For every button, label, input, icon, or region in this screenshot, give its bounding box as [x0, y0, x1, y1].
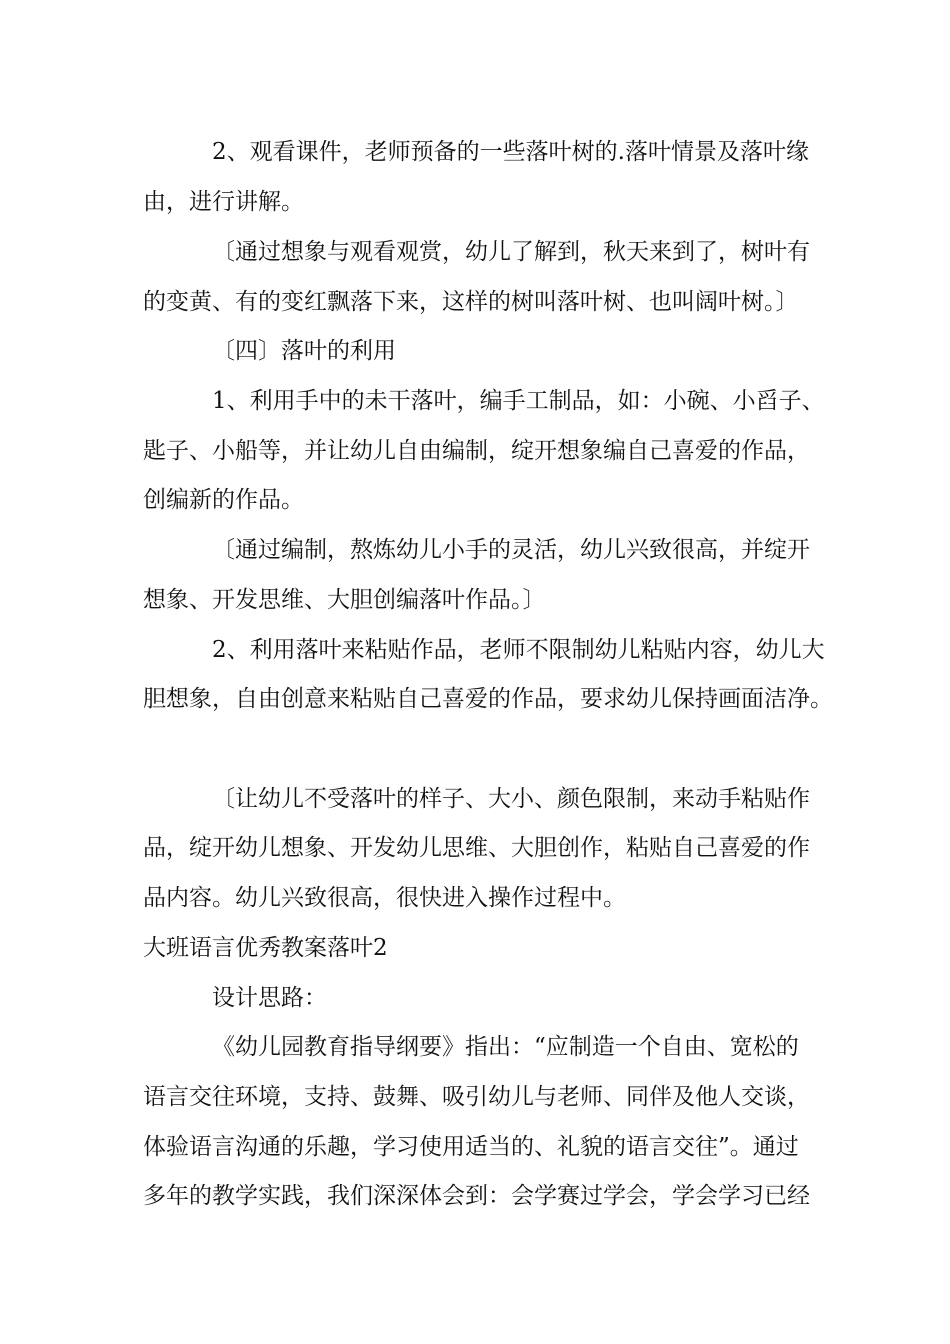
- section-heading: 〔四〕落叶的利用: [212, 338, 396, 364]
- paragraph-line: 2、观看课件，老师预备的一些落叶树的.落叶情景及落叶缘: [212, 139, 809, 165]
- paragraph-line: 〔通过编制，熬炼幼儿小手的灵活，幼儿兴致很高，并绽开: [212, 537, 810, 563]
- paragraph-line: 语言交往环境，支持、鼓舞、吸引幼儿与老师、同伴及他人交谈，: [143, 1084, 810, 1110]
- paragraph-line: 〔通过想象与观看观赏，幼儿了解到，秋天来到了，树叶有: [212, 239, 810, 265]
- paragraph-line: 2、利用落叶来粘贴作品，老师不限制幼儿粘贴内容，幼儿大: [212, 637, 825, 663]
- paragraph-line: 胆想象，自由创意来粘贴自己喜爱的作品，要求幼儿保持画面洁净。: [143, 686, 833, 712]
- paragraph-line: 想象、开发思维、大胆创编落叶作品。〕: [143, 587, 546, 613]
- paragraph-line: 由，进行讲解。: [143, 189, 304, 215]
- paragraph-line: 《幼儿园教育指导纲要》指出：“应制造一个自由、宽松的: [212, 1034, 799, 1060]
- section-title: 大班语言优秀教案落叶2: [143, 935, 388, 961]
- paragraph-line: 的变黄、有的变红飘落下来，这样的树叫落叶树、也叫阔叶树。〕: [143, 289, 799, 315]
- paragraph-line: 1、利用手中的未干落叶，编手工制品，如：小碗、小舀子、: [212, 388, 825, 414]
- paragraph-line: 体验语言沟通的乐趣，学习使用适当的、礼貌的语言交往”。通过: [143, 1134, 799, 1160]
- paragraph-line: 匙子、小船等，并让幼儿自由编制，绽开想象编自己喜爱的作品，: [143, 438, 810, 464]
- paragraph-line: 〔让幼儿不受落叶的样子、大小、颜色限制，来动手粘贴作: [212, 786, 810, 812]
- paragraph-line: 品，绽开幼儿想象、开发幼儿思维、大胆创作，粘贴自己喜爱的作: [143, 835, 810, 861]
- paragraph-line: 多年的教学实践，我们深深体会到：会学赛过学会，学会学习已经: [143, 1183, 810, 1209]
- paragraph-line: 设计思路：: [212, 985, 327, 1011]
- paragraph-line: 品内容。幼儿兴致很高，很快进入操作过程中。: [143, 885, 626, 911]
- paragraph-line: 创编新的作品。: [143, 487, 304, 513]
